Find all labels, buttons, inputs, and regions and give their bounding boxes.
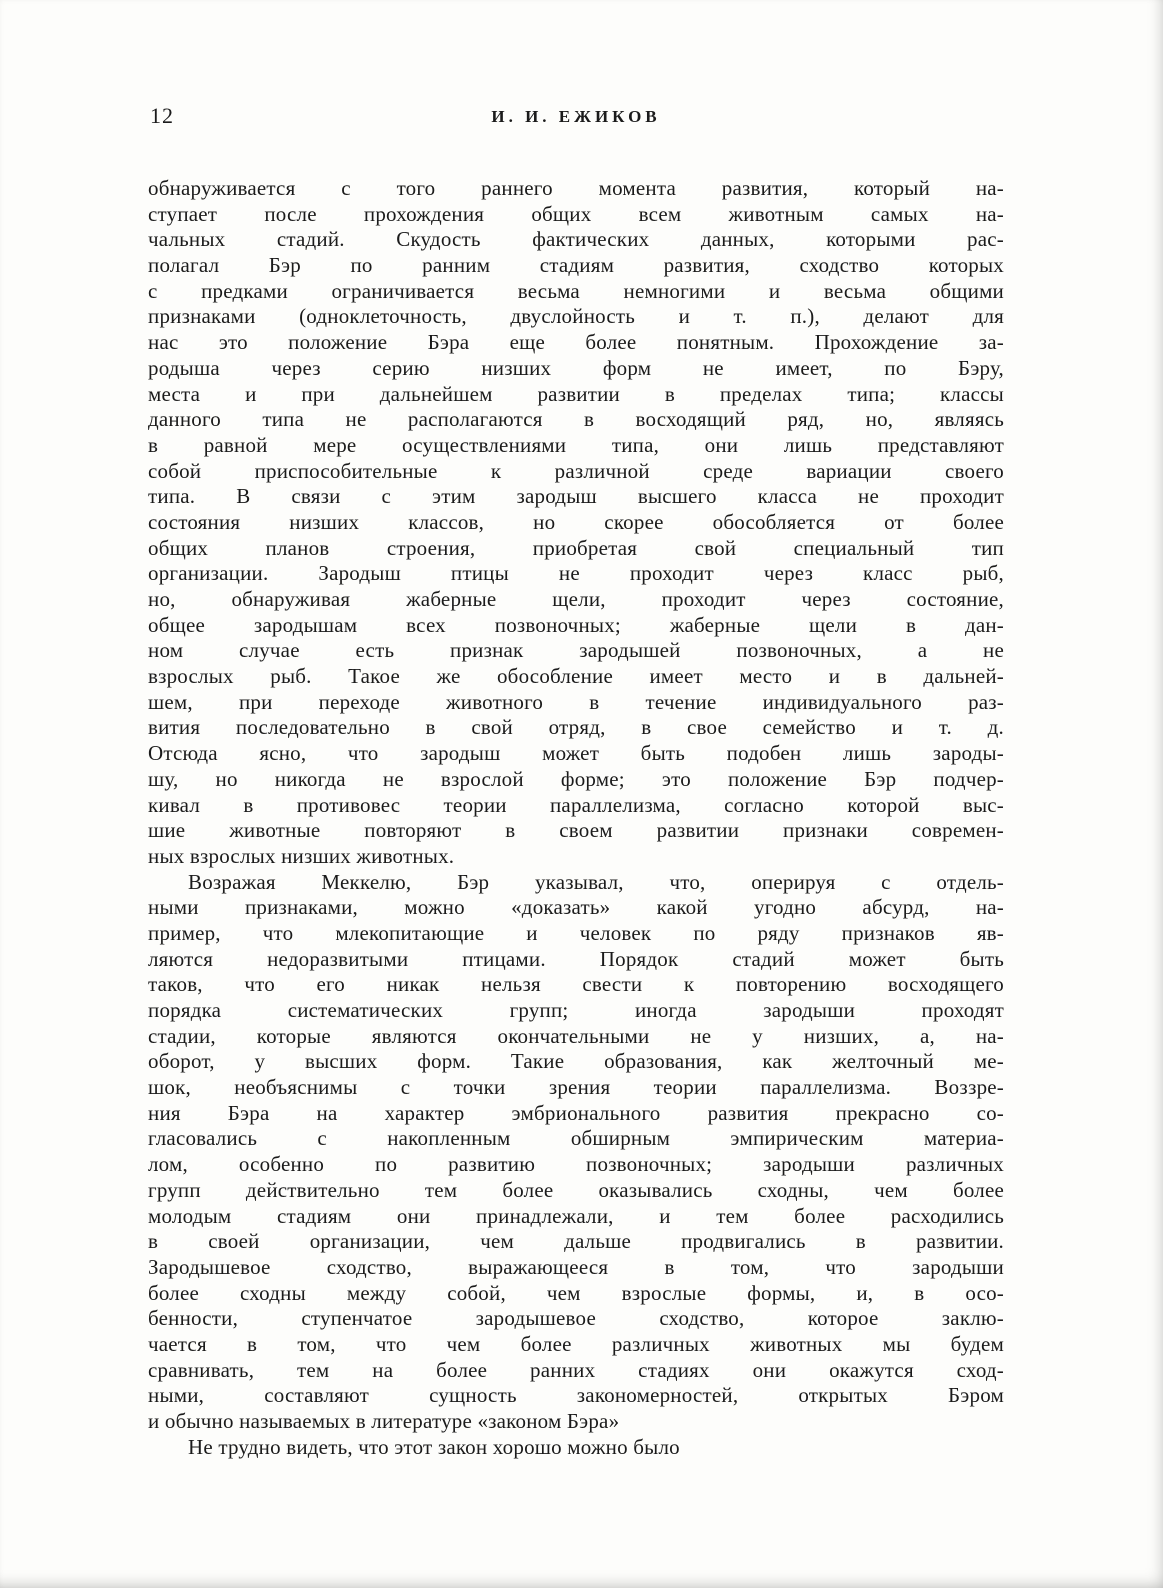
text-line: ния Бэра на характер эмбрионального развития прекрасно со- <box>148 1100 1004 1125</box>
text-line: гласовались с накопленным обширным эмпирическим материа- <box>148 1126 1004 1151</box>
text-line: в равной мере осуществлениями типа, они лишь представляют <box>148 432 1004 457</box>
text-line: ном случае есть признак зародышей позвоночных, а не <box>148 638 1004 663</box>
text-line: сравнивать, тем на более ранних стадиях они окажутся сход- <box>148 1357 1004 1382</box>
text-line: чается в том, что чем более различных животных мы будем <box>148 1331 1004 1356</box>
text-line: более сходны между собой, чем взрослые формы, и, в осо- <box>148 1280 1004 1305</box>
text-line: данного типа не располагаются в восходящий ряд, но, являясь <box>148 407 1004 432</box>
text-line: порядка систематических групп; иногда зародыши проходят <box>148 998 1004 1022</box>
text-line: нас это положение Бэра еще более понятным. Прохождение за- <box>148 330 1004 355</box>
text-line: родыша через серию низших форм не имеет, по Бэру, <box>148 355 1004 380</box>
text-line: состояния низших классов, но скорее обособляется от более <box>148 509 1004 534</box>
text-line: взрослых рыб. Такое же обособление имеет место и в дальней- <box>148 664 1004 689</box>
text-line: ляются недоразвитыми птицами. Порядок стадий может быть <box>148 946 1004 971</box>
text-line: ными признаками, можно «доказать» какой угодно абсурд, на- <box>148 895 1004 920</box>
text-line: групп действительно тем более оказывались сходны, чем более <box>148 1177 1004 1202</box>
text-line: с предками ограничивается весьма немногими и весьма общими <box>148 278 1004 303</box>
text-line: Возражая Меккелю, Бэр указывал, что, оперируя с отдель- <box>188 869 1004 894</box>
text-line: стадии, которые являются окончательными не у низших, а, на- <box>148 1023 1004 1048</box>
text-line: лом, особенно по развитию позвоночных; зародыши различных <box>148 1152 1004 1177</box>
page-number: 12 <box>150 103 174 128</box>
text-line: шие животные повторяют в своем развитии признаки современ- <box>148 818 1004 843</box>
text-line: ных взрослых низших животных. <box>148 843 455 868</box>
paragraph <box>148 870 1004 1435</box>
text-line: места и при дальнейшем развитии в пределах типа; классы <box>148 381 1004 406</box>
text-line: молодым стадиям они принадлежали, и тем более расходились <box>148 1203 1004 1228</box>
text-line: пример, что млекопитающие и человек по ряду признаков яв- <box>148 920 1004 945</box>
text-line: шем, при переходе животного в течение индивидуального раз- <box>148 689 1004 714</box>
text-line: организации. Зародыш птицы не проходит через класс рыб, <box>148 561 1004 586</box>
text-line: кивал в противовес теории параллелизма, согласно которой выс- <box>148 792 1004 817</box>
text-line: признаками (одноклеточность, двуслойность и т. п.), делают для <box>148 304 1004 329</box>
body-text <box>148 176 1004 1460</box>
text-line: Зародышевое сходство, выражающееся в том, что зародыши <box>148 1254 1004 1279</box>
text-line: и обычно называемых в литературе «законом Бэра» <box>148 1409 620 1433</box>
page-header <box>148 103 1004 133</box>
text-line: ступает после прохождения общих всем животным самых на- <box>148 201 1004 226</box>
paragraph <box>148 1435 1004 1461</box>
text-line: ными, составляют сущность закономерностей, открытых Бэром <box>148 1383 1004 1408</box>
text-line: чальных стадий. Скудость фактических данных, которыми рас- <box>148 227 1004 252</box>
text-line: вития последовательно в свой отряд, в свое семейство и т. д. <box>148 715 1004 740</box>
text-line: но, обнаруживая жаберные щели, проходит через состояние, <box>148 587 1004 611</box>
text-line: оборот, у высших форм. Такие образования, как желточный ме- <box>148 1049 1004 1074</box>
text-line: обнаруживается с того раннего момента развития, который на- <box>148 176 1004 200</box>
text-line: бенности, ступенчатое зародышевое сходство, которое заклю- <box>148 1306 1004 1331</box>
text-line: общее зародышам всех позвоночных; жаберные щели в дан- <box>148 612 1004 637</box>
text-line: Отсюда ясно, что зародыш может быть подобен лишь зароды- <box>148 741 1004 766</box>
running-head: И. И. ЕЖИКОВ <box>491 107 661 126</box>
text-line: в своей организации, чем дальше продвигались в развитии. <box>148 1229 1004 1254</box>
text-line: общих планов строения, приобретая свой специальный тип <box>148 535 1004 560</box>
text-line: таков, что его никак нельзя свести к повторению восходящего <box>148 972 1004 997</box>
text-line: типа. В связи с этим зародыш высшего класса не проходит <box>148 484 1004 509</box>
text-line: полагал Бэр по ранним стадиям развития, сходство которых <box>148 253 1004 278</box>
text-line: Не трудно видеть, что этот закон хорошо можно было <box>188 1434 680 1459</box>
text-line: шу, но никогда не взрослой форме; это положение Бэр подчер- <box>148 766 1004 791</box>
text-line: собой приспособительные к различной среде вариации своего <box>148 458 1004 483</box>
text-line: шок, необъяснимы с точки зрения теории параллелизма. Воззре- <box>148 1075 1004 1100</box>
paragraph <box>148 176 1004 870</box>
